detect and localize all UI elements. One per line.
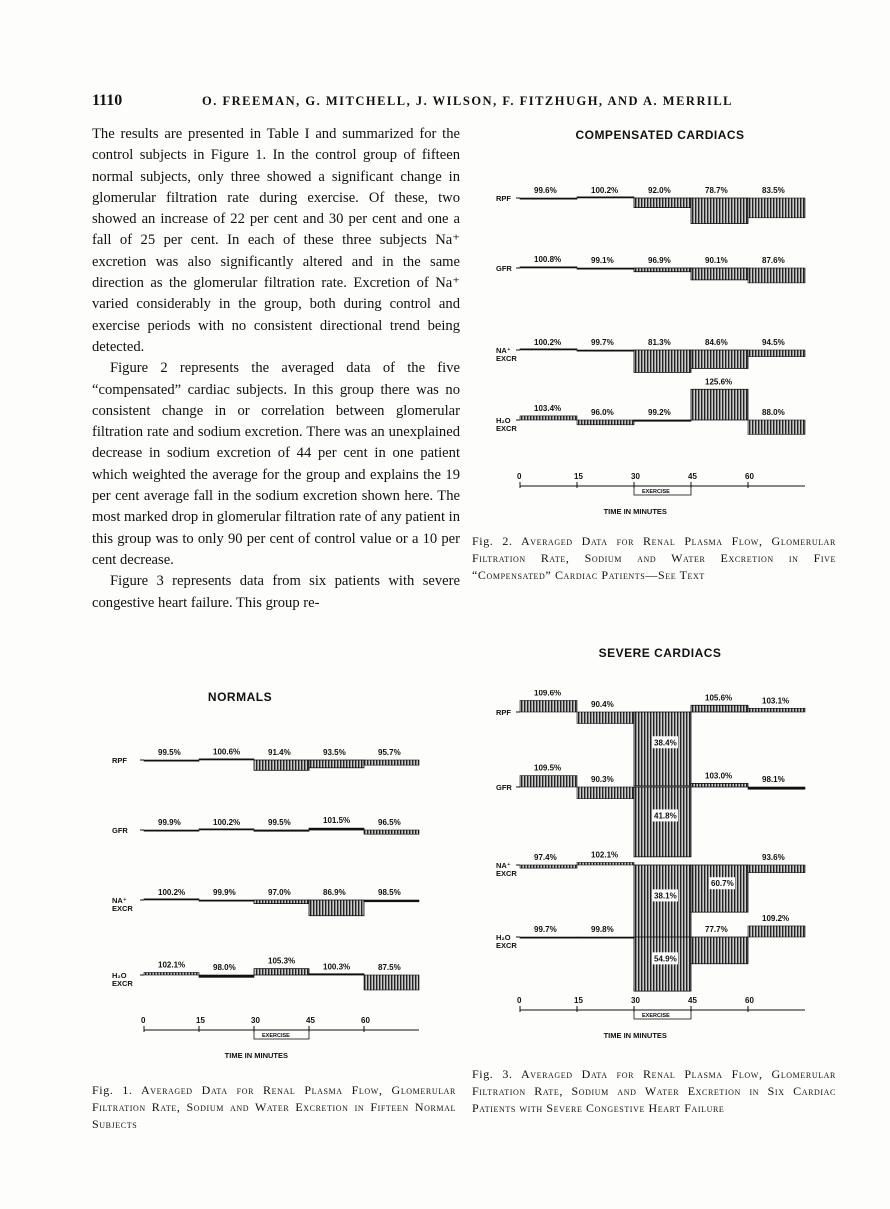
fig2-caption [472,533,836,584]
data-bar [748,708,805,712]
data-label: 105.3% [268,956,296,966]
data-label: 78.7% [705,186,728,195]
data-bar [520,416,577,420]
data-label: 99.1% [591,256,614,265]
row-label: EXCR [496,869,517,878]
fig3-svg [488,690,818,1060]
x-tick-label: 60 [745,472,754,481]
data-label: 60.7% [711,879,734,889]
x-tick-label: 15 [196,1016,205,1025]
data-bar [144,899,199,900]
data-label: 86.9% [323,888,346,897]
data-bar [520,776,577,787]
data-bar [634,712,691,786]
data-label: 93.6% [762,853,785,862]
x-axis-title: TIME IN MINUTES [603,507,667,516]
paragraph-2: Figure 2 represents the averaged data of the five “compensated” cardiac subjects. In this group there was no consistent change in or correlation between glomerular filtration rate and sodium excretion. There was an unexplained decrease in sodium excretion of 44 per cent in one patient which weighted the average for the group and explains the 19 per cent average fall in the sodium excretion shown here. The most marked drop in glomerular filtration rate of any patient in this group was to only 90 per cent of control value or a 10 per cent decrease. [92,360,460,568]
data-bar [309,974,364,975]
data-label: 97.4% [534,853,557,862]
fig2-chart [488,168,818,518]
data-label: 103.1% [762,696,790,706]
row-label: EXCR [496,424,517,433]
data-label: 109.5% [534,763,562,773]
x-axis-title: TIME IN MINUTES [603,1031,667,1040]
row-label: GFR [496,783,512,792]
data-bar [577,268,634,269]
data-label: 99.9% [213,888,236,897]
exercise-label: EXERCISE [262,1033,290,1039]
data-label: 109.2% [762,913,790,923]
data-label: 99.7% [591,338,614,347]
data-label: 99.6% [534,186,557,195]
data-label: 77.7% [705,925,728,934]
x-tick-label: 30 [251,1016,260,1025]
row-label: H₂O [496,416,511,425]
x-tick-label: 30 [631,472,640,481]
data-label: 100.3% [323,962,351,972]
data-label: 101.5% [323,816,351,826]
data-bar [691,198,748,224]
fig1-svg [112,730,432,1080]
fig1-caption-text: Averaged Data for Renal Plasma Flow, Glomerular Filtration Rate, Sodium and Water Excretion in Fifteen Normal Subjects [92,1083,456,1131]
fig1-title: NORMALS [207,690,273,704]
fig3-chart [488,690,818,1060]
data-label: 109.6% [534,690,562,698]
data-bar [691,350,748,368]
data-label: 96.0% [591,408,614,417]
data-label: 125.6% [705,377,733,387]
data-label: 105.6% [705,693,733,703]
data-label: 103.4% [534,403,562,413]
row-label: EXCR [496,354,517,363]
data-bar [144,830,199,831]
fig2-title: COMPENSATED CARDIACS [575,128,745,142]
exercise-label: EXERCISE [642,489,670,495]
data-label: 98.0% [213,963,236,972]
data-label: 99.7% [534,925,557,934]
data-bar [199,900,254,901]
data-bar [634,787,691,857]
data-bar [691,783,748,787]
data-bar [577,420,634,425]
data-bar [748,198,805,218]
data-bar [748,268,805,283]
data-label: 41.8% [654,811,677,821]
data-bar [364,760,419,765]
row-label: GFR [112,826,128,835]
data-bar [254,900,309,904]
data-bar [254,760,309,770]
data-label: 103.0% [705,771,733,781]
data-bar [520,267,577,268]
data-bar [364,830,419,834]
data-label: 81.3% [648,338,671,347]
data-bar [634,350,691,372]
authors-line: O. FREEMAN, G. MITCHELL, J. WILSON, F. FITZHUGH, AND A. MERRILL [202,94,734,108]
row-label: RPF [112,756,127,765]
fig1-caption-label: Fig. 1. [92,1083,133,1097]
data-label: 100.2% [158,887,186,897]
data-label: 100.6% [213,747,241,757]
data-label: 97.0% [268,888,291,897]
data-label: 99.8% [591,925,614,934]
fig3-caption [472,1066,836,1117]
data-label: 90.1% [705,256,728,265]
row-label: H₂O [496,933,511,942]
data-label: 99.5% [268,818,291,827]
x-tick-label: 0 [141,1016,146,1025]
row-label: NA⁺ [496,346,511,355]
data-label: 102.1% [591,850,619,860]
data-bar [520,937,577,938]
data-bar [254,969,309,975]
data-label: 90.4% [591,700,614,709]
row-label: RPF [496,194,511,203]
fig3-caption-label: Fig. 3. [472,1067,513,1081]
row-label: GFR [496,264,512,273]
data-label: 100.8% [534,255,562,265]
x-tick-label: 45 [688,472,697,481]
data-bar [577,197,634,198]
data-bar [748,926,805,937]
data-bar [364,975,419,990]
row-label: NA⁺ [112,896,127,905]
fig3-caption-text: Averaged Data for Renal Plasma Flow, Glomerular Filtration Rate, Sodium and Water Excretion in Six Cardiac Patients with Severe Congestive Heart Failure [472,1067,836,1115]
fig1-chart [112,730,432,1080]
data-bar [309,900,364,916]
row-label: RPF [496,708,511,717]
fig1-caption [92,1082,456,1133]
x-tick-label: 15 [574,472,583,481]
data-label: 38.1% [654,891,677,901]
data-label: 98.1% [762,775,785,784]
data-bar [691,268,748,280]
data-bar [144,972,199,975]
data-label: 96.5% [378,818,401,827]
data-bar [364,900,419,902]
row-label: EXCR [112,904,133,913]
paragraph-3: Figure 3 represents data from six patients with severe congestive heart failure. This group re- [92,573,460,611]
data-bar [748,865,805,873]
data-bar [691,389,748,420]
data-bar [577,937,634,938]
data-bar [634,198,691,208]
data-bar [309,760,364,768]
data-bar [691,937,748,964]
data-bar [577,712,634,724]
body-text-column [92,124,460,614]
data-bar [748,350,805,357]
data-label: 87.6% [762,256,785,265]
data-label: 38.4% [654,738,677,748]
data-bar [634,420,691,421]
x-tick-label: 60 [361,1016,370,1025]
data-bar [520,700,577,712]
data-label: 88.0% [762,408,785,417]
fig2-caption-text: Averaged Data for Renal Plasma Flow, Glomerular Filtration Rate, Sodium and Water Excretion in Five “Compensated” Cardiac Patients—See Text [472,534,836,582]
data-label: 96.9% [648,256,671,265]
data-label: 87.5% [378,963,401,972]
data-bar [748,787,805,789]
data-bar [520,865,577,868]
x-tick-label: 15 [574,996,583,1005]
data-label: 95.7% [378,748,401,757]
row-label: EXCR [496,941,517,950]
x-tick-label: 60 [745,996,754,1005]
running-header [92,92,812,112]
page-number: 1110 [92,92,123,109]
data-bar [634,268,691,272]
data-label: 99.9% [158,818,181,827]
data-bar [577,862,634,865]
data-bar [199,975,254,977]
data-bar [691,705,748,712]
data-label: 99.5% [158,748,181,757]
x-tick-label: 0 [517,996,522,1005]
row-label: EXCR [112,979,133,988]
data-bar [577,787,634,799]
data-bar [254,830,309,831]
data-label: 100.2% [591,185,619,195]
data-label: 100.2% [213,817,241,827]
data-label: 98.5% [378,888,401,897]
paragraph-1: The results are presented in Table I and summarized for the control subjects in Figure 1. In the control group of fifteen normal subjects, only three showed a significant change in glomerular filtration rate during exercise. Of these, two showed an increase of 22 per cent and 30 per cent and one a fall of 25 per cent. In each of these three subjects Na⁺ excretion was also significantly altered and in the same direction as the glomerular filtration rate. Excretion of Na⁺ varied considerably in the group, both during control and exercise periods with no consistent directional trend being detected. [92,126,460,355]
data-label: 84.6% [705,338,728,347]
x-tick-label: 45 [688,996,697,1005]
data-bar [520,198,577,199]
x-tick-label: 45 [306,1016,315,1025]
fig2-caption-label: Fig. 2. [472,534,513,548]
data-label: 54.9% [654,954,677,964]
x-tick-label: 30 [631,996,640,1005]
data-label: 91.4% [268,748,291,757]
data-bar [748,420,805,434]
row-label: NA⁺ [496,861,511,870]
data-bar [309,828,364,830]
data-bar [199,829,254,830]
fig2-svg [488,168,818,518]
data-bar [577,350,634,351]
data-label: 99.2% [648,408,671,417]
x-axis-title: TIME IN MINUTES [224,1051,289,1060]
data-bar [634,865,691,939]
data-label: 90.3% [591,775,614,784]
data-label: 93.5% [323,748,346,757]
data-label: 102.1% [158,960,186,970]
data-label: 100.2% [534,337,562,347]
exercise-label: EXERCISE [642,1013,670,1019]
row-label: H₂O [112,971,127,980]
fig3-title: SEVERE CARDIACS [598,646,722,660]
data-label: 92.0% [648,186,671,195]
data-bar [520,349,577,350]
x-tick-label: 0 [517,472,522,481]
data-bar [144,760,199,761]
data-bar [199,759,254,760]
data-label: 83.5% [762,186,785,195]
data-label: 94.5% [762,338,785,347]
